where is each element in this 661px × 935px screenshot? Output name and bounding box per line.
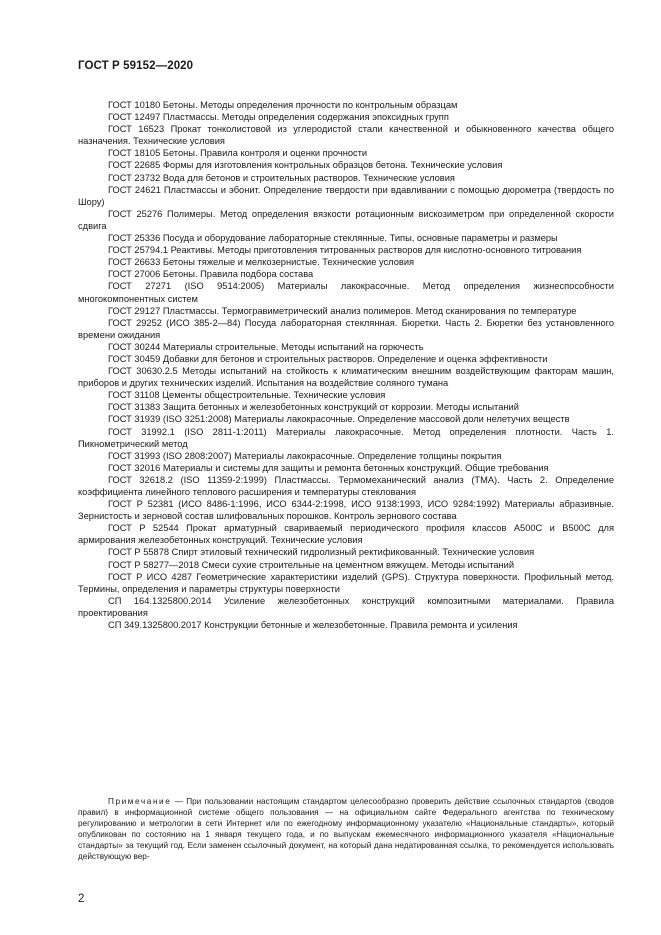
reference-item: ГОСТ 30630.2.5 Методы испытаний на стойкость к климатическим внешним воздействующим факторам машин, приборов и других технических изделий. Испытания на воздействие соляного тумана [78,366,614,389]
reference-item: ГОСТ 25276 Полимеры. Метод определения вязкости ротационным вискозиметром при определенной скорости сдвига [78,208,614,231]
page-number: 2 [78,893,85,905]
reference-item: ГОСТ 10180 Бетоны. Методы определения прочности по контрольным образцам [108,100,458,110]
reference-item: ГОСТ 22685 Формы для изготовления контрольных образцов бетона. Технические условия [108,160,503,171]
page-header-standard-code: ГОСТ Р 59152—2020 [78,60,194,72]
reference-item: ГОСТ 24621 Пластмассы и эбонит. Определение твердости при вдавливании с помощью дюрометра (твердость по Шору) [78,184,614,207]
reference-item: ГОСТ 32016 Материалы и системы для защиты и ремонта бетонных конструкций. Общие требования [108,462,549,473]
reference-item: ГОСТ Р 55878 Спирт этиловый технический гидролизный ректификованный. Технические условия [108,547,535,558]
reference-item: ГОСТ 29127 Пластмассы. Термогравиметрический анализ полимеров. Метод сканирования по температуре [108,305,577,316]
reference-item: ГОСТ 31939 (ISO 3251:2008) Материалы лакокрасочные. Определение массовой доли нелетучих веществ [108,414,570,425]
reference-item: ГОСТ 30244 Материалы строительные. Методы испытаний на горючесть [108,341,424,352]
reference-item: ГОСТ 29252 (ИСО 385-2—84) Посуда лабораторная стеклянная. Бюретки. Часть 2. Бюретки без установленного времени ожидания [78,317,614,340]
reference-item: ГОСТ 12497 Пластмассы. Методы определения содержания эпоксидных групп [108,112,449,123]
reference-item: ГОСТ Р ИСО 4287 Геометрические характеристики изделий (GPS). Структура поверхности. Профильный метод. Термины, определения и параметры структуры поверхности [78,571,614,594]
reference-item: ГОСТ Р 52381 (ИСО 8486-1:1996, ИСО 6344-2:1998, ИСО 9138:1993, ИСО 9284:1992) Материалы абразивные. Зернистость и зерновой состав шлифовальных порошков. Контроль зернового состава [78,499,614,522]
reference-item: ГОСТ 18105 Бетоны. Правила контроля и оценки прочности [108,148,368,159]
reference-item: ГОСТ 27271 (ISO 9514:2005) Материалы лакокрасочные. Метод определения жизнеспособности многокомпонентных систем [78,281,614,304]
reference-item: ГОСТ 32618.2 (ISO 11359-2:1999) Пластмассы. Термомеханический анализ (ТМА). Часть 2. Определение коэффициента линейного теплового расширения и температуры стеклования [78,474,614,497]
reference-item: ГОСТ 23732 Вода для бетонов и строительных растворов. Технические условия [108,172,455,183]
note-text: — При пользовании настоящим стандартом целесообразно проверить действие ссылочных стандартов (сводов правил) в информационной системе общего пользования — на официальном сайте Федерального агентства по техническому регулированию и метрологии в сети Интернет или по ежегодному информационному указателю «Национальные стандарты», который опубликован по состоянию на 1 января текущего года, и по выпускам ежемесячного информационного указателя «Национальные стандарты» за текущий год. Если заменен ссылочный документ, на который дана недатированная ссылка, то рекомендуется использовать действующую вер- [78,797,614,862]
normative-references-list [78,99,614,631]
reference-item: ГОСТ 31993 (ISO 2808:2007) Материалы лакокрасочные. Определение толщины покрытия [108,450,502,461]
reference-item: ГОСТ 31383 Защита бетонных и железобетонных конструкций от коррозии. Методы испытаний [108,402,519,413]
reference-item: ГОСТ 30459 Добавки для бетонов и строительных растворов. Определение и оценка эффективности [108,353,548,364]
reference-item: ГОСТ Р 58277—2018 Смеси сухие строительные на цементном вяжущем. Методы испытаний [108,559,515,570]
note-paragraph [78,796,614,863]
reference-item: ГОСТ 31992.1 (ISO 2811-1:2011) Материалы лакокрасочные. Метод определения плотности. Часть 1. Пикнометрический метод [78,426,614,449]
reference-item: ГОСТ 31108 Цементы общестроительные. Технические условия [108,390,386,401]
note-label: Примечание [108,797,172,806]
reference-item: ГОСТ 26633 Бетоны тяжелые и мелкозернистые. Технические условия [108,257,415,268]
reference-item: СП 164.1325800.2014 Усиление железобетонных конструкций композитными материалами. Правила проектирования [78,595,614,618]
reference-item: ГОСТ 16523 Прокат тонколистовой из углеродистой стали качественной и обыкновенного качества общего назначения. Технические условия [78,124,614,147]
reference-item: ГОСТ 27006 Бетоны. Правила подбора состава [108,269,314,280]
reference-item: СП 349.1325800.2017 Конструкции бетонные и железобетонные. Правила ремонта и усиления [108,620,518,631]
reference-item: ГОСТ Р 52544 Прокат арматурный свариваемый периодического профиля классов А500С и В500С для армирования железобетонных конструкций. Технические условия [78,523,614,546]
reference-item: ГОСТ 25336 Посуда и оборудование лабораторные стеклянные. Типы, основные параметры и размеры [108,233,558,244]
reference-item: ГОСТ 25794.1 Реактивы. Методы приготовления титрованных растворов для кислотно-основного титрования [108,245,582,256]
